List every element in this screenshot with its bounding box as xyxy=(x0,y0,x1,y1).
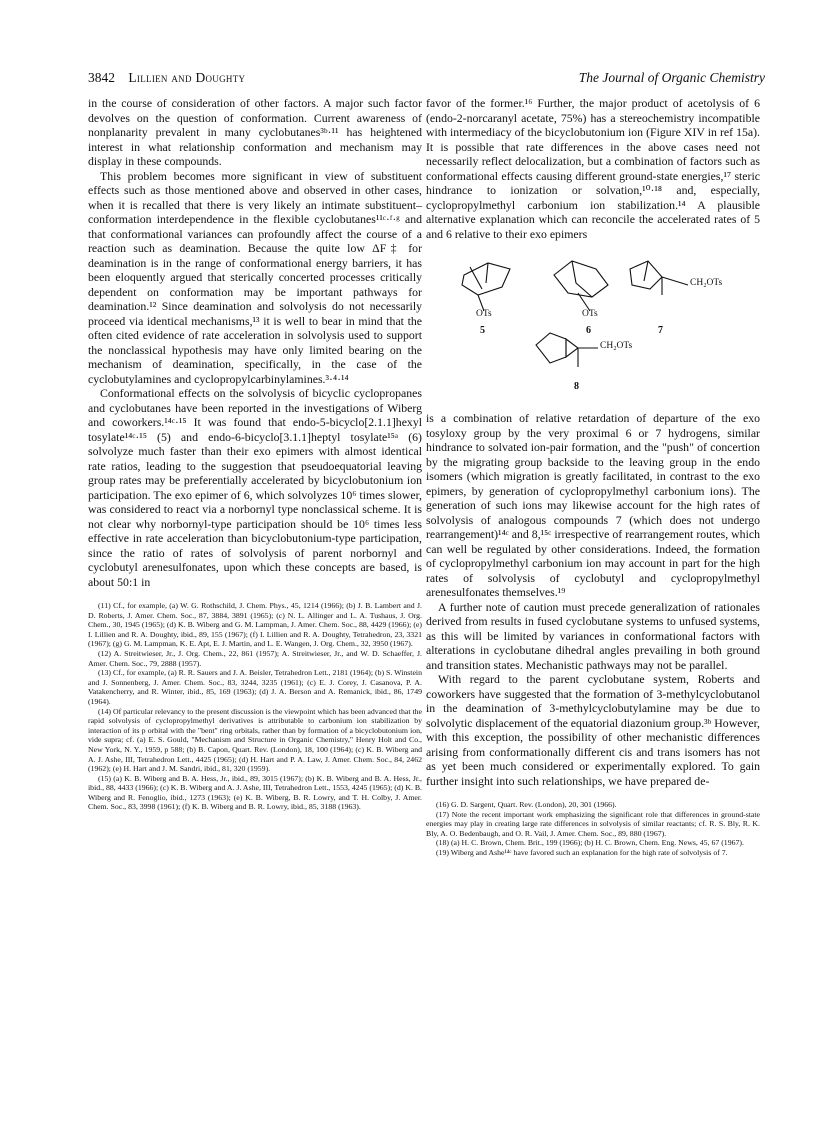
paragraph: This problem becomes more significant in view of substituent effects such as those mentioned above and observed in other cases, when it is recalled that there is very likely an intimate substituent–conformation interdependence in the flexible cyclobutanes¹¹ᶜ·ᶠ·ᵍ and that conformational variances can profoundly affect the course of a reaction such as deamination. Because the quite low ΔF‡ for deamination is in the range of conformational energy barriers, it has been eloquently argued that sterically concerted processes critically dependent on conformation may be important pathways for deamination.¹² Since deamination and solvolysis do not necessarily proceed via identical mechanisms,¹³ it is well to bear in mind that the often cited evidence of rate acceleration in solvolysis used to support the nonclassical hypothesis may have only limited bearing on the mechanism of deamination, specifically, in the case of the cyclobutylamines and cyclopropylcarbinylamines.³·⁴·¹⁴ xyxy=(88,168,422,386)
footnotes-right xyxy=(426,800,760,858)
footnote: (16) G. D. Sargent, Quart. Rev. (London), 20, 301 (1966). xyxy=(436,800,617,809)
compound-label-8: 8 xyxy=(574,381,579,392)
paragraph: A further note of caution must precede generalization of rationales derived from results in fused cyclobutane systems to unfused systems, as this will be limited by variances in conformational factors with alterations in cyclobutane dihedral angles prevailing in both ground and transition states. Mechanistic pathways may not be parallel. xyxy=(426,599,760,672)
structure-7 xyxy=(630,261,688,295)
paragraph: Conformational effects on the solvolysis of bicyclic cyclopropanes and cyclobutanes have been reported in the investigations of Wiberg and coworkers.¹⁴ᶜ·¹⁵ It was found that endo-5-bicyclo[2.1.1]hexyl tosylate¹⁴ᶜ·¹⁵ (5) and endo-6-bicyclo[3.1.1]heptyl tosylate¹⁵ᵃ (6) solvolyze much faster than their exo epimers with almost identical rate ratios, leading to the suggestion that pseudoequatorial leaving group rates may be preferentially accelerated by bicyclobutonium ion participation. The exo epimer of 6, which solvolyzes 10⁶ times slower, was considered to react via a norbornyl type nonclassical scheme. It is not clear why norbornyl-type participation should be 10⁶ times less effective in rate acceleration than bicyclobutonium-type participation, since the ratio of rates of solvolysis of parent norbornyl and cyclobutyl arenesulfonates, upon which these concepts are based, is about 50:1 in xyxy=(88,386,422,589)
right-column xyxy=(426,96,760,858)
paragraph: favor of the former.¹⁶ Further, the major product of acetolysis of 6 (endo-2-norcaranyl acetate, 75%) has a stereochemistry incompatible with intermediacy of the bicyclobutonium ion (Figure XIV in ref 15a). It is possible that rate differences in the above cases need not necessarily reflect delocalization, but a combination of factors such as conformational effects causing different ground-state energies,¹⁷ steric hindrance to ionization or solvation,¹⁰·¹⁸ and, especially, cyclopropylmethyl carbonium ion stabilization.¹⁴ A plausible alternative explanation which can reconcile the accelerated rates of 5 and 6 relative to their exo epimers xyxy=(426,96,760,241)
paragraph: in the course of consideration of other factors. A major such factor devolves on the question of conformation. Current awareness of nonplanarity prevalent in many cyclobutanes³ᵇ·¹¹ has heightened interest in what relationship conformation and mechanism may display in these compounds. xyxy=(88,96,422,168)
page-number: 3842 xyxy=(88,70,115,85)
structures-drawing xyxy=(426,247,760,397)
substituent-label: OTs xyxy=(476,309,492,319)
structures-figure xyxy=(426,247,760,397)
footnote: (12) A. Streitwieser, Jr., J. Org. Chem., 22, 861 (1957); A. Streitwieser, Jr., and W. D. Schaeffer, J. Amer. Chem. Soc., 79, 2888 (1957). xyxy=(88,648,422,668)
compound-label-7: 7 xyxy=(658,325,663,336)
footnote: (17) Note the recent important work emphasizing the significant role that differences in ground-state energies may play in creating large rate differences in solvolysis of similar reactants; cf. R. S. Bly, R. K. Bly, A. O. Bedenbaugh, and O. R. Vail, J. Amer. Chem. Soc., 89, 880 (1967). xyxy=(426,809,760,838)
footnotes-left xyxy=(88,601,422,812)
footnote: (18) (a) H. C. Brown, Chem. Brit., 199 (1966); (b) H. C. Brown, Chem. Eng. News, 45, 67 (1967). xyxy=(436,838,744,848)
compound-label-6: 6 xyxy=(586,325,591,336)
substituent-label: CH₂OTs xyxy=(690,278,723,288)
substituent-label: CH₂OTs xyxy=(600,341,633,351)
footnote: (15) (a) K. B. Wiberg and B. A. Hess, Jr., ibid., 89, 3015 (1967); (b) K. B. Wiberg and B. A. Hess, Jr., ibid., 88, 4433 (1966); (c) K. B. Wiberg and A. J. Ashe, III, Tetrahedron Lett., 1553, 4245 (1965); (d) K. B. Wiberg and R. Fenoglio, ibid., 1273 (1963); (e) K. B. Wiberg, B. R. Lowry, and T. H. Colby, J. Amer. Chem. Soc., 83, 3998 (1961); (f) K. B. Wiberg and B. R. Lowry, ibid., 85, 3188 (1963). xyxy=(88,773,422,812)
paragraph: With regard to the parent cyclobutane system, Roberts and coworkers have suggested that the formation of 3-methylcyclobutanol in the deamination of 3-methylcyclobutylamine may be due to solvolytic displacement of the equatorial diazonium group.³ᵇ However, with this exception, the possibility of other mechanistic differences arising from conformationally different cis and trans isomers has not as yet been much considered or experimentally explored. To gain further insight into such relationships, we have prepared de- xyxy=(426,672,760,788)
author-names: Lillien and Doughty xyxy=(128,70,246,85)
running-header-left xyxy=(88,70,245,86)
footnote: (19) Wiberg and Ashe¹⁴ᶜ have favored such an explanation for the high rate of solvolysis of 7. xyxy=(436,847,728,857)
paragraph: is a combination of relative retardation of departure of the exo tosyloxy group by the very proximal 6 or 7 hydrogens, similar hindrance to solvated ion-pair formation, and the "push" of concertion by the migrating group backside to the leaving group in the endo isomers (which migration is greatly facilitated, in contrast to the exo epimers, by generation of cyclopropylmethyl carbonium ions). The generation of such ions may likewise account for the high rates of solvolysis of analogous compounds 7 (which does not undergo rearrangement)¹⁴ᶜ and 8,¹⁵ᶜ irrespective of rearrangement routes, which can well be regulated by other considerations. Indeed, the formation of cyclopropylmethyl carbonium ion may account in part for the high rates of solvolysis of cyclobutyl and cyclopropylmethyl arenesulfonates themselves.¹⁹ xyxy=(426,411,760,599)
structure-8 xyxy=(536,333,598,367)
substituent-label: OTs xyxy=(582,309,598,319)
structure-5 xyxy=(462,263,510,311)
journal-title: The Journal of Organic Chemistry xyxy=(578,70,765,85)
footnote: (11) Cf., for example, (a) W. G. Rothschild, J. Chem. Phys., 45, 1214 (1966); (b) J. B. Lambert and J. D. Roberts, J. Amer. Chem. Soc., 87, 3884, 3891 (1965); (c) N. L. Allinger and L. A. Tushaus, J. Org. Chem., 30, 1945 (1965); (d) K. B. Wiberg and G. M. Lampman, J. Amer. Chem. Soc., 88, 4429 (1966); (e) I. Lillien and R. A. Doughty, ibid., 89, 155 (1967); (f) I. Lillien and R. A. Doughty, Tetrahedron, 23, 3321 (1967); (g) G. M. Lampman, K. E. Apt, E. J. Martin, and L. E. Wangen, J. Org. Chem., 32, 3950 (1967). xyxy=(88,601,422,649)
left-column xyxy=(88,96,422,812)
footnote: (14) Of particular relevancy to the present discussion is the viewpoint which has been advanced that the rapid solvolysis of cyclopropylmethyl derivatives is attributable to carbonium ion stabilization by interaction of its p orbital with the "bent" ring orbitals, rather than by formation of a bicyclobutonium ion, vide supra; cf. (a) E. S. Gould, "Mechanism and Structure in Organic Chemistry," Henry Holt and Co., New York, N. Y., 1959, p 588; (b) B. Capon, Quart. Rev. (London), 18, 100 (1964); (c) K. B. Wiberg and A. J. Ashe, III, Tetrahedron Lett., 4425 (1965); (d) H. Hart and P. A. Law, J. Amer. Chem. Soc., 84, 2462 (1962); (e) H. Hart and J. M. Sandri, ibid., 81, 320 (1959). xyxy=(88,706,422,774)
footnote: (13) Cf., for example, (a) R. R. Sauers and J. A. Beisler, Tetrahedron Lett., 2181 (1964); (b) S. Winstein and J. Sonnenberg, J. Amer. Chem. Soc., 83, 3244, 3235 (1961); (c) E. J. Corey, J. Casanova, P. A. Vatakencherry, and R. Winter, ibid., 85, 169 (1963); (d) J. A. Berson and A. Remanick, ibid., 86, 1749 (1964). xyxy=(88,668,422,706)
compound-label-5: 5 xyxy=(480,325,485,336)
structure-6 xyxy=(554,261,608,311)
